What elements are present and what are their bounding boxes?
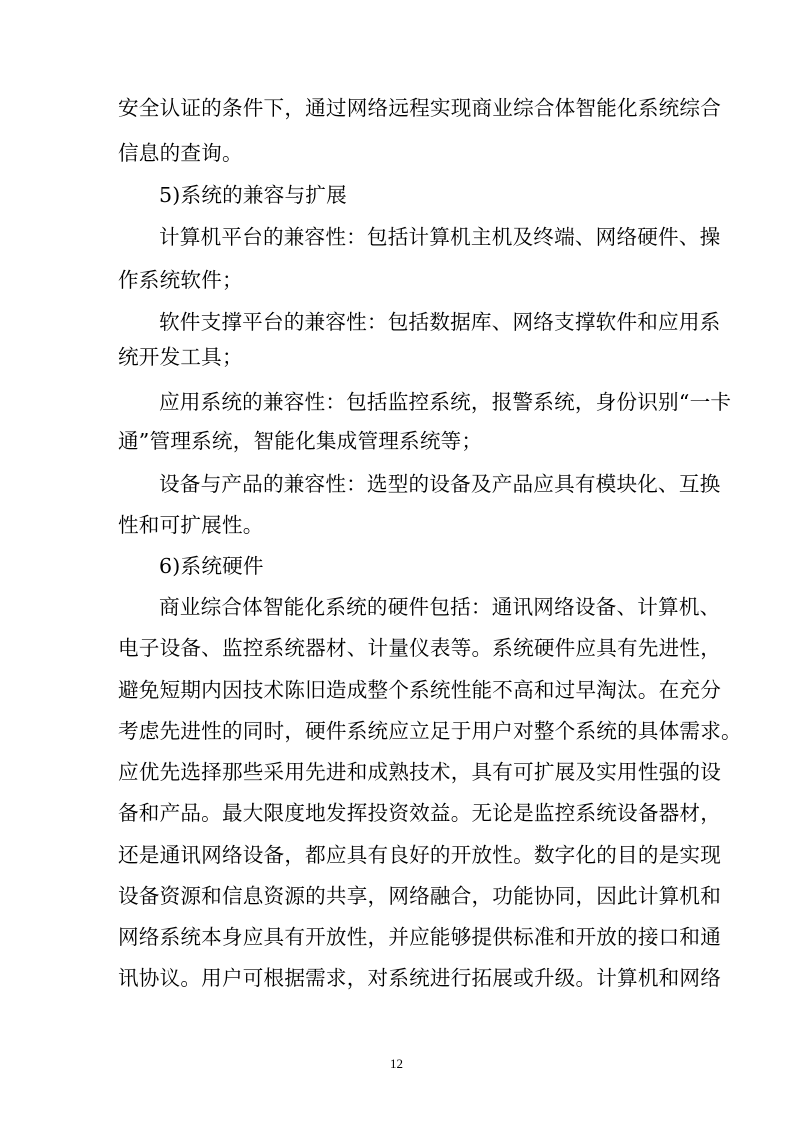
line-text: 5)系统的兼容与扩展: [159, 183, 347, 207]
text-line: [0, 387, 793, 417]
text-line: [0, 963, 793, 993]
line-text: 设备与产品的兼容性：选型的设备及产品应具有模块化、互换: [159, 472, 721, 496]
line-text: 商业综合体智能化系统的硬件包括：通讯网络设备、计算机、: [159, 595, 721, 619]
line-text: 备和产品。最大限度地发挥投资效益。无论是监控系统设备器材，: [118, 801, 722, 825]
section-heading: [0, 551, 793, 581]
page-number: 12: [390, 1056, 403, 1071]
text-line: [0, 93, 793, 123]
line-text: 作系统软件；: [118, 268, 243, 292]
text-line: [0, 265, 793, 295]
line-text: 应用系统的兼容性：包括监控系统，报警系统，身份识别“一卡: [159, 390, 732, 414]
line-text: 网络系统本身应具有开放性，并应能够提供标准和开放的接口和通: [118, 925, 722, 949]
line-text: 性和可扩展性。: [118, 513, 264, 537]
line-text: 软件支撑平台的兼容性：包括数据库、网络支撑软件和应用系: [159, 310, 721, 334]
line-text: 安全认证的条件下，通过网络远程实现商业综合体智能化系统综合: [118, 96, 722, 120]
line-text: 计算机平台的兼容性：包括计算机主机及终端、网络硬件、操: [159, 225, 721, 249]
text-line: [0, 633, 793, 663]
line-text: 信息的查询。: [118, 141, 243, 165]
line-text: 统开发工具；: [118, 345, 243, 369]
text-line: [0, 222, 793, 252]
text-line: [0, 716, 793, 746]
text-line: [0, 840, 793, 870]
text-line: [0, 510, 793, 540]
text-line: [0, 307, 793, 337]
text-line: [0, 342, 793, 372]
text-line: [0, 138, 793, 168]
line-text: 电子设备、监控系统器材、计量仪表等。系统硬件应具有先进性，: [118, 636, 722, 660]
line-text: 应优先选择那些采用先进和成熟技术，具有可扩展及实用性强的设: [118, 760, 722, 784]
line-text: 6)系统硬件: [159, 554, 264, 578]
text-line: [0, 469, 793, 499]
line-text: 通”管理系统，智能化集成管理系统等；: [118, 429, 483, 453]
text-line: [0, 592, 793, 622]
text-line: [0, 798, 793, 828]
line-text: 考虑先进性的同时，硬件系统应立足于用户对整个系统的具体需求。: [118, 719, 742, 743]
text-line: [0, 426, 793, 456]
line-text: 还是通讯网络设备，都应具有良好的开放性。数字化的目的是实现: [118, 843, 722, 867]
text-line: [0, 881, 793, 911]
text-line: [0, 675, 793, 705]
line-text: 讯协议。用户可根据需求，对系统进行拓展或升级。计算机和网络: [118, 966, 722, 990]
section-heading: [0, 180, 793, 210]
line-text: 避免短期内因技术陈旧造成整个系统性能不高和过早淘汰。在充分: [118, 678, 722, 702]
text-line: [0, 922, 793, 952]
line-text: 设备资源和信息资源的共享，网络融合，功能协同，因此计算机和: [118, 884, 722, 908]
text-line: [0, 757, 793, 787]
